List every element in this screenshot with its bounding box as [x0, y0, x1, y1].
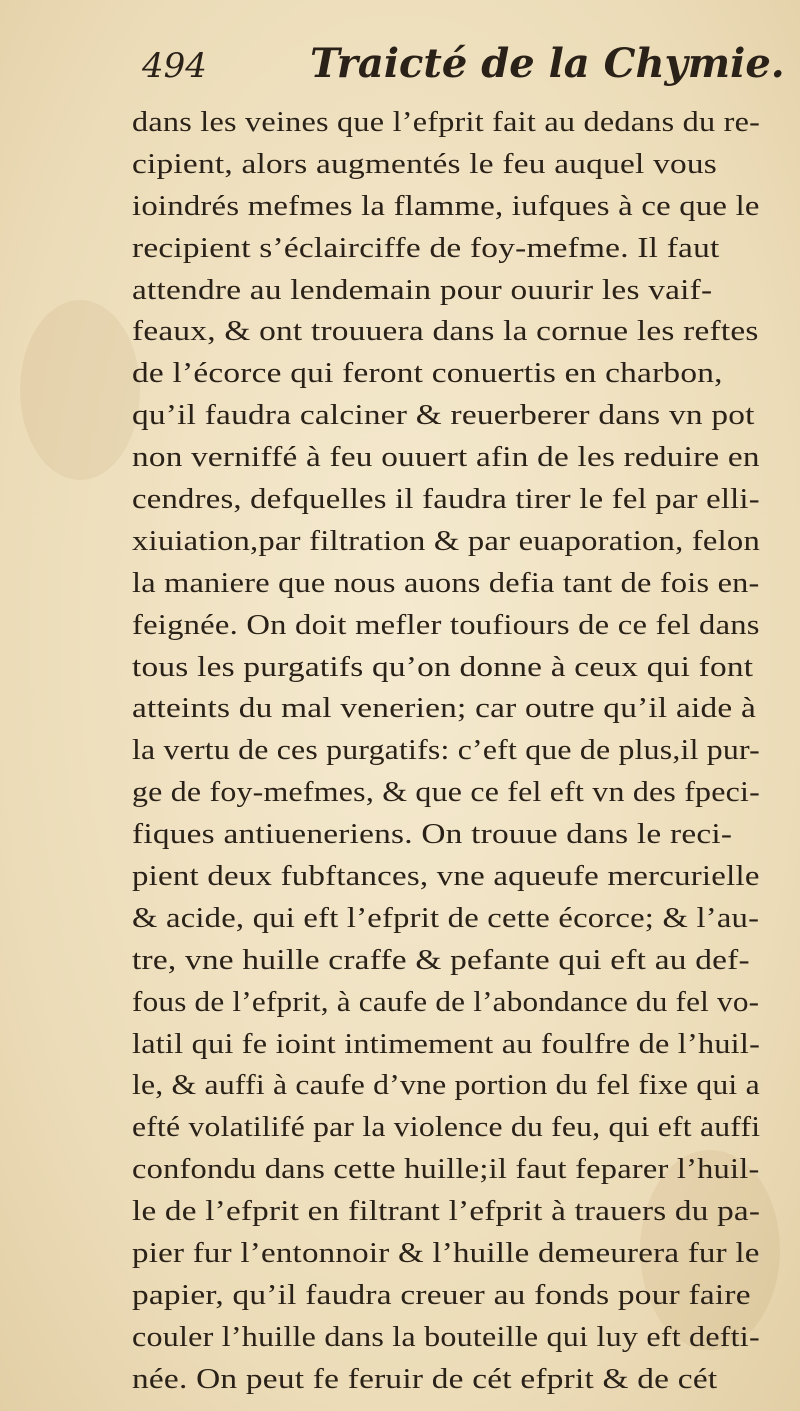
text-line: tre, vne huille craffe & pefante qui eft au def- [132, 943, 750, 976]
text-line: pient deux fubftances, vne aqueufe mercurielle [132, 860, 760, 893]
text-line: xiuiation,par filtration & par euaporation, felon [132, 524, 760, 557]
text-line: tous les purgatifs qu’on donne à ceux qui font [132, 650, 754, 683]
body-text [132, 102, 772, 1401]
text-line: née. On peut fe feruir de cét efprit & de cét [132, 1362, 718, 1395]
text-line: & acide, qui eft l’efprit de cette écorce; & l’au- [132, 901, 760, 934]
page-header [140, 40, 785, 100]
paper-stain [20, 300, 140, 480]
text-line: dans les veines que l’efprit fait au dedans du re- [132, 106, 761, 138]
text-line: la vertu de ces purgatifs: c’eft que de plus,il pur- [132, 734, 760, 767]
text-line: latil qui fe ioint intimement au foulfre de l’huil- [132, 1027, 761, 1060]
text-line: feaux, & ont trouuera dans la cornue les reftes [132, 315, 759, 348]
text-line: couler l’huille dans la bouteille qui luy eft defti- [132, 1320, 760, 1353]
text-line: cendres, defquelles il faudra tirer le fel par elli- [132, 483, 760, 516]
text-line: ioindrés mefmes la flamme, iufques à ce que le [132, 189, 760, 222]
text-line: cipient, alors augmentés le feu auquel vous [132, 147, 718, 180]
text-line: le, & auffi à caufe d’vne portion du fel fixe qui a [132, 1069, 760, 1102]
text-line: efté volatilifé par la violence du feu, qui eft auffi [132, 1111, 761, 1144]
page-number: 494 [142, 46, 207, 86]
text-line: la maniere que nous auons defia tant de fois en- [132, 566, 760, 599]
text-line: non verniffé à feu ouuert afin de les reduire en [132, 441, 760, 474]
text-line: feignée. On doit mefler toufiours de ce fel dans [132, 608, 760, 641]
text-line: fous de l’efprit, à caufe de l’abondance du fel vo- [132, 985, 760, 1018]
running-title: Traicté de la Chymie. [310, 40, 785, 87]
text-line: le de l’efprit en filtrant l’efprit à trauers du pa- [132, 1195, 761, 1228]
text-line: pier fur l’entonnoir & l’huille demeurera fur le [132, 1237, 760, 1270]
text-line: papier, qu’il faudra creuer au fonds pour faire [132, 1278, 751, 1311]
text-line: qu’il faudra calciner & reuerberer dans vn pot [132, 399, 755, 432]
text-line: attendre au lendemain pour ouurir les vaif- [132, 273, 713, 306]
text-line: ge de foy-mefmes, & que ce fel eft vn des fpeci- [132, 776, 760, 809]
text-line: fiques antiueneriens. On trouue dans le reci- [132, 818, 733, 851]
text-line: atteints du mal venerien; car outre qu’il aide à [132, 692, 757, 725]
text-line: recipient s’éclairciffe de foy-mefme. Il faut [132, 231, 720, 264]
text-line: de l’écorce qui feront conuertis en charbon, [132, 357, 723, 390]
text-line: confondu dans cette huille;il faut feparer l’huil- [132, 1153, 760, 1186]
